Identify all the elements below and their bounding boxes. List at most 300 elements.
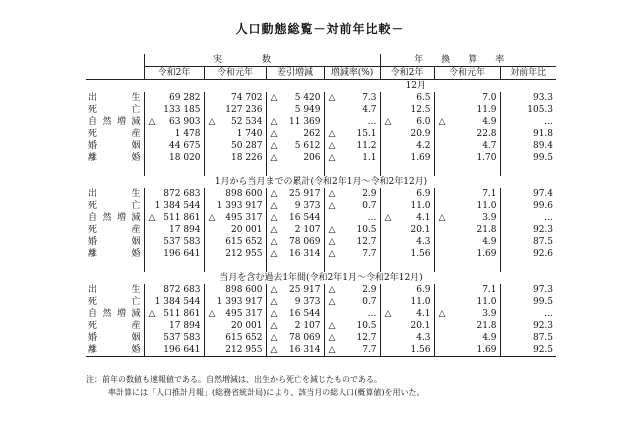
cell-value: 7.1 — [482, 284, 497, 295]
cell-value: 9 373 — [294, 296, 321, 307]
table-cell — [324, 128, 380, 140]
table-row — [86, 188, 556, 200]
cell-value: 127 236 — [225, 104, 263, 115]
table-cell — [144, 140, 204, 152]
cell-value: 16 314 — [289, 344, 321, 355]
cell-value: 74 702 — [231, 92, 263, 103]
decrease-triangle-icon: △ — [270, 236, 278, 247]
table-cell — [144, 236, 204, 248]
cell-value: 4.1 — [416, 308, 431, 319]
decrease-triangle-icon: △ — [270, 296, 278, 307]
cell-value: 4.9 — [482, 116, 497, 127]
table-cell — [204, 296, 266, 308]
cell-value: 63 903 — [169, 116, 201, 127]
header-group-rate: 年換算率 — [380, 54, 556, 67]
cell-value: 495 317 — [225, 212, 263, 223]
cell-value: 6.9 — [416, 188, 431, 199]
decrease-triangle-icon: △ — [270, 212, 278, 223]
cell-value: 99.6 — [532, 200, 554, 211]
table-cell — [266, 188, 324, 200]
decrease-triangle-icon: △ — [384, 212, 392, 223]
table-cell — [434, 200, 500, 212]
decrease-triangle-icon: △ — [328, 332, 336, 343]
cell-value: 17 894 — [169, 224, 201, 235]
table-cell — [144, 116, 204, 128]
table-cell — [324, 152, 380, 164]
cell-value: 18 226 — [231, 152, 263, 163]
row-item-label: 出生 — [88, 188, 141, 199]
table-cell — [144, 104, 204, 116]
row-item-label: 婚姻 — [88, 140, 141, 151]
row-item-label: 出生 — [88, 284, 141, 295]
col-header-ratio: 対前年比 — [500, 67, 556, 80]
cell-value: 20.1 — [410, 224, 431, 235]
cell-value: 1.56 — [410, 344, 431, 355]
col-header-change-rate: 増減率(%) — [324, 67, 380, 80]
decrease-triangle-icon: △ — [328, 128, 336, 139]
decrease-triangle-icon: △ — [328, 92, 336, 103]
table-row — [86, 116, 556, 128]
table-row — [86, 284, 556, 296]
cell-value: 3.9 — [482, 212, 497, 223]
row-item-label: 自然増減 — [88, 212, 141, 223]
table-cell — [380, 296, 434, 308]
table-cell — [380, 92, 434, 104]
cell-value: 1 384 544 — [154, 296, 201, 307]
cell-value: 9 373 — [294, 200, 321, 211]
table-cell — [380, 320, 434, 332]
col-header-r1: 令和元年 — [204, 67, 266, 80]
cell-value: 898 600 — [225, 284, 263, 295]
table-row — [86, 320, 556, 332]
cell-value: 511 861 — [163, 308, 201, 319]
table-cell — [500, 116, 556, 128]
cell-value: 11 369 — [289, 116, 321, 127]
decrease-triangle-icon: △ — [270, 188, 278, 199]
cell-value: … — [367, 212, 377, 223]
table-cell — [204, 332, 266, 344]
table-cell — [380, 188, 434, 200]
decrease-triangle-icon: △ — [328, 236, 336, 247]
table-cell — [500, 104, 556, 116]
table-cell — [324, 332, 380, 344]
cell-value: 97.3 — [532, 284, 554, 295]
decrease-triangle-icon: △ — [148, 212, 156, 223]
cell-value: 25 917 — [289, 188, 321, 199]
cell-value: 1.70 — [476, 152, 497, 163]
cell-value: 12.7 — [356, 236, 377, 247]
table-cell — [324, 224, 380, 236]
cell-value: 1 740 — [236, 128, 263, 139]
table-cell — [500, 284, 556, 296]
cell-value: 2 107 — [294, 320, 321, 331]
cell-value: 10.5 — [356, 320, 377, 331]
cell-value: 20.9 — [410, 128, 431, 139]
table-cell — [204, 212, 266, 224]
cell-value: 6.5 — [416, 92, 431, 103]
table-cell — [434, 296, 500, 308]
table-cell — [500, 212, 556, 224]
cell-value: 21.8 — [476, 224, 497, 235]
table-cell — [204, 140, 266, 152]
table-row — [86, 152, 556, 164]
cell-value: 105.3 — [527, 104, 554, 115]
table-row — [86, 140, 556, 152]
table-cell — [500, 128, 556, 140]
table-cell — [434, 128, 500, 140]
decrease-triangle-icon: △ — [438, 212, 446, 223]
cell-value: 1.1 — [362, 152, 377, 163]
table-cell — [380, 116, 434, 128]
table-cell — [324, 92, 380, 104]
cell-value: … — [544, 308, 554, 319]
cell-value: 511 861 — [163, 212, 201, 223]
table-cell — [266, 116, 324, 128]
cell-value: 615 652 — [225, 332, 263, 343]
cell-value: 7.7 — [362, 344, 377, 355]
note-line: 注：前年の数値も速報値である。自然増減は、出生から死亡を減じたものである。 — [86, 375, 382, 384]
table-cell — [266, 224, 324, 236]
cell-value: 99.5 — [532, 296, 554, 307]
table-cell — [266, 140, 324, 152]
cell-value: 196 641 — [163, 248, 201, 259]
cell-value: 6.9 — [416, 284, 431, 295]
cell-value: 12.5 — [410, 104, 431, 115]
row-item-label: 出生 — [88, 92, 141, 103]
table-cell — [324, 284, 380, 296]
decrease-triangle-icon: △ — [270, 224, 278, 235]
row-item-label: 死産 — [88, 224, 141, 235]
cell-value: 5 420 — [294, 92, 321, 103]
table-cell — [380, 332, 434, 344]
table-cell — [324, 140, 380, 152]
cell-value: 20 001 — [231, 320, 263, 331]
table-cell — [434, 140, 500, 152]
cell-value: 16 544 — [289, 308, 321, 319]
cell-value: 4.9 — [482, 332, 497, 343]
decrease-triangle-icon: △ — [270, 308, 278, 319]
table-cell — [204, 128, 266, 140]
decrease-triangle-icon: △ — [270, 320, 278, 331]
cell-value: 133 185 — [163, 104, 201, 115]
cell-value: 872 683 — [163, 188, 201, 199]
row-item-label: 自然増減 — [88, 308, 141, 319]
table-cell — [500, 200, 556, 212]
cell-value: 5 949 — [294, 104, 321, 115]
row-item-label: 離婚 — [88, 248, 141, 259]
decrease-triangle-icon: △ — [270, 128, 278, 139]
cell-value: 4.3 — [416, 236, 431, 247]
decrease-triangle-icon: △ — [270, 284, 278, 295]
decrease-triangle-icon: △ — [270, 152, 278, 163]
row-item-label: 婚姻 — [88, 236, 141, 247]
table-cell — [204, 104, 266, 116]
item-header — [86, 54, 144, 80]
table-cell — [380, 212, 434, 224]
table-cell — [144, 332, 204, 344]
cell-value: 50 287 — [231, 140, 263, 151]
cell-value: 7.1 — [482, 188, 497, 199]
decrease-triangle-icon: △ — [384, 116, 392, 127]
table-cell — [500, 296, 556, 308]
table-cell — [144, 308, 204, 320]
table-cell — [144, 188, 204, 200]
cell-value: … — [544, 212, 554, 223]
table-cell — [500, 248, 556, 260]
cell-value: 7.0 — [482, 92, 497, 103]
decrease-triangle-icon: △ — [328, 284, 336, 295]
cell-value: 21.8 — [476, 320, 497, 331]
table-cell — [266, 308, 324, 320]
table-cell — [324, 104, 380, 116]
table-cell — [324, 344, 380, 357]
cell-value: 4.7 — [482, 140, 497, 151]
table-cell — [204, 200, 266, 212]
cell-value: 5 612 — [294, 140, 321, 151]
cell-value: 3.9 — [482, 308, 497, 319]
cell-value: 4.3 — [416, 332, 431, 343]
cell-value: 87.5 — [532, 332, 554, 343]
cell-value: 4.1 — [416, 212, 431, 223]
table-cell — [144, 92, 204, 104]
table-row — [86, 104, 556, 116]
table-cell — [266, 200, 324, 212]
cell-value: 89.4 — [532, 140, 554, 151]
decrease-triangle-icon: △ — [328, 224, 336, 235]
table-cell — [144, 152, 204, 164]
table-cell — [204, 284, 266, 296]
row-item-label: 死亡 — [88, 104, 141, 115]
table-cell — [266, 284, 324, 296]
table-cell — [266, 296, 324, 308]
table-cell — [324, 320, 380, 332]
decrease-triangle-icon: △ — [328, 296, 336, 307]
section-label: 当月を含む過去1年間(令和2年1月～令和2年12月) — [219, 272, 423, 283]
table-cell — [204, 92, 266, 104]
table-cell — [266, 236, 324, 248]
table-row — [86, 236, 556, 248]
cell-value: 872 683 — [163, 284, 201, 295]
table-cell — [500, 320, 556, 332]
table-cell — [434, 332, 500, 344]
cell-value: 87.5 — [532, 236, 554, 247]
table-cell — [434, 236, 500, 248]
cell-value: 1.69 — [476, 248, 497, 259]
table-cell — [434, 284, 500, 296]
table-cell — [144, 320, 204, 332]
decrease-triangle-icon: △ — [270, 140, 278, 151]
table-cell — [380, 128, 434, 140]
table-cell — [434, 212, 500, 224]
row-item-label: 自然増減 — [88, 116, 141, 127]
cell-value: 78 069 — [289, 332, 321, 343]
table-cell — [144, 224, 204, 236]
cell-value: 92.3 — [532, 320, 554, 331]
row-item-label: 婚姻 — [88, 332, 141, 343]
table-cell — [266, 320, 324, 332]
cell-value: 1 393 917 — [216, 296, 263, 307]
table-cell — [144, 200, 204, 212]
table-cell — [500, 236, 556, 248]
cell-value: 1 384 544 — [154, 200, 201, 211]
table-cell — [434, 224, 500, 236]
table-cell — [144, 212, 204, 224]
cell-value: 4.7 — [362, 104, 377, 115]
cell-value: 15.1 — [356, 128, 377, 139]
table-cell — [144, 248, 204, 260]
table-row — [86, 296, 556, 308]
cell-value: 196 641 — [163, 344, 201, 355]
cell-value: 4.9 — [482, 236, 497, 247]
table-row — [86, 92, 556, 104]
vital-statistics-table — [86, 54, 556, 357]
cell-value: 7.3 — [362, 92, 377, 103]
cell-value: 212 955 — [225, 344, 263, 355]
cell-value: 2.9 — [362, 284, 377, 295]
table-cell — [434, 320, 500, 332]
cell-value: 91.8 — [532, 128, 554, 139]
table-cell — [144, 284, 204, 296]
decrease-triangle-icon: △ — [148, 116, 156, 127]
cell-value: 18 020 — [169, 152, 201, 163]
decrease-triangle-icon: △ — [208, 116, 216, 127]
table-row — [86, 212, 556, 224]
cell-value: … — [367, 116, 377, 127]
table-body — [86, 80, 556, 165]
decrease-triangle-icon: △ — [438, 116, 446, 127]
cell-value: 537 583 — [163, 236, 201, 247]
table-cell — [500, 224, 556, 236]
table-cell — [380, 308, 434, 320]
cell-value: … — [544, 116, 554, 127]
table-cell — [204, 248, 266, 260]
row-item-label: 死産 — [88, 320, 141, 331]
table-cell — [204, 320, 266, 332]
cell-value: 1 478 — [174, 128, 201, 139]
cell-value: 16 544 — [289, 212, 321, 223]
table-cell — [380, 248, 434, 260]
table-cell — [324, 236, 380, 248]
table-cell — [500, 92, 556, 104]
column-header-row — [86, 67, 556, 80]
cell-value: 6.0 — [416, 116, 431, 127]
table-row — [86, 128, 556, 140]
cell-value: 93.3 — [532, 92, 554, 103]
col-header-r2: 令和2年 — [144, 67, 204, 80]
decrease-triangle-icon: △ — [208, 212, 216, 223]
page-title: 人口動態総覧－対前年比較－ — [235, 22, 405, 36]
section-label: 1月から当月までの累計(令和2年1月～令和2年12月) — [214, 176, 428, 187]
cell-value: 22.8 — [476, 128, 497, 139]
table-cell — [324, 248, 380, 260]
table-cell — [500, 140, 556, 152]
table-cell — [204, 236, 266, 248]
decrease-triangle-icon: △ — [438, 308, 446, 319]
cell-value: 20.1 — [410, 320, 431, 331]
table-cell — [380, 284, 434, 296]
decrease-triangle-icon: △ — [328, 140, 336, 151]
cell-value: 11.0 — [476, 200, 497, 211]
table-cell — [434, 104, 500, 116]
cell-value: 11.0 — [410, 200, 431, 211]
table-cell — [434, 152, 500, 164]
table-cell — [380, 344, 434, 357]
cell-value: 16 314 — [289, 248, 321, 259]
table-cell — [204, 188, 266, 200]
table-cell — [434, 92, 500, 104]
col-header-diff: 差引増減 — [266, 67, 324, 80]
table-cell — [266, 248, 324, 260]
cell-value: 12.7 — [356, 332, 377, 343]
cell-value: 2.9 — [362, 188, 377, 199]
table-row — [86, 224, 556, 236]
table-cell — [266, 92, 324, 104]
decrease-triangle-icon: △ — [328, 344, 336, 355]
table-cell — [434, 116, 500, 128]
cell-value: 92.6 — [532, 248, 554, 259]
header-group-actual: 実数 — [144, 54, 380, 67]
cell-value: 52 534 — [231, 116, 263, 127]
table-cell — [144, 344, 204, 357]
decrease-triangle-icon: △ — [208, 308, 216, 319]
table-cell — [266, 332, 324, 344]
cell-value: 1.69 — [476, 344, 497, 355]
table-cell — [324, 296, 380, 308]
cell-value: 1.56 — [410, 248, 431, 259]
table-cell — [204, 308, 266, 320]
col-header-rate-r2: 令和2年 — [380, 67, 434, 80]
table-cell — [380, 140, 434, 152]
cell-value: 44 675 — [169, 140, 201, 151]
section-label: 12月 — [405, 80, 427, 91]
cell-value: 1.69 — [410, 152, 431, 163]
table-cell — [204, 116, 266, 128]
decrease-triangle-icon: △ — [328, 200, 336, 211]
cell-value: … — [367, 308, 377, 319]
note-line: 率計算には「人口推計月報」(総務省統計局)により、該当月の総人口(概算値)を用いた。 — [108, 388, 425, 397]
table-cell — [380, 104, 434, 116]
row-item-label: 離婚 — [86, 344, 144, 357]
table-cell — [500, 332, 556, 344]
cell-value: 898 600 — [225, 188, 263, 199]
cell-value: 10.5 — [356, 224, 377, 235]
decrease-triangle-icon: △ — [270, 332, 278, 343]
cell-value: 262 — [303, 128, 321, 139]
decrease-triangle-icon: △ — [270, 344, 278, 355]
table-cell — [500, 188, 556, 200]
row-item-label: 離婚 — [88, 152, 141, 163]
decrease-triangle-icon: △ — [384, 308, 392, 319]
table-cell — [266, 212, 324, 224]
cell-value: 17 894 — [169, 320, 201, 331]
cell-value: 1 393 917 — [216, 200, 263, 211]
table-cell — [266, 128, 324, 140]
decrease-triangle-icon: △ — [270, 92, 278, 103]
decrease-triangle-icon: △ — [270, 116, 278, 127]
decrease-triangle-icon: △ — [328, 320, 336, 331]
table-cell — [380, 224, 434, 236]
cell-value: 92.3 — [532, 224, 554, 235]
cell-value: 11.0 — [410, 296, 431, 307]
table-row — [86, 332, 556, 344]
table-cell — [204, 152, 266, 164]
row-item-label: 死亡 — [88, 200, 141, 211]
table-cell — [204, 344, 266, 357]
table-cell — [324, 116, 380, 128]
table-cell — [266, 104, 324, 116]
decrease-triangle-icon: △ — [270, 248, 278, 259]
decrease-triangle-icon: △ — [328, 152, 336, 163]
